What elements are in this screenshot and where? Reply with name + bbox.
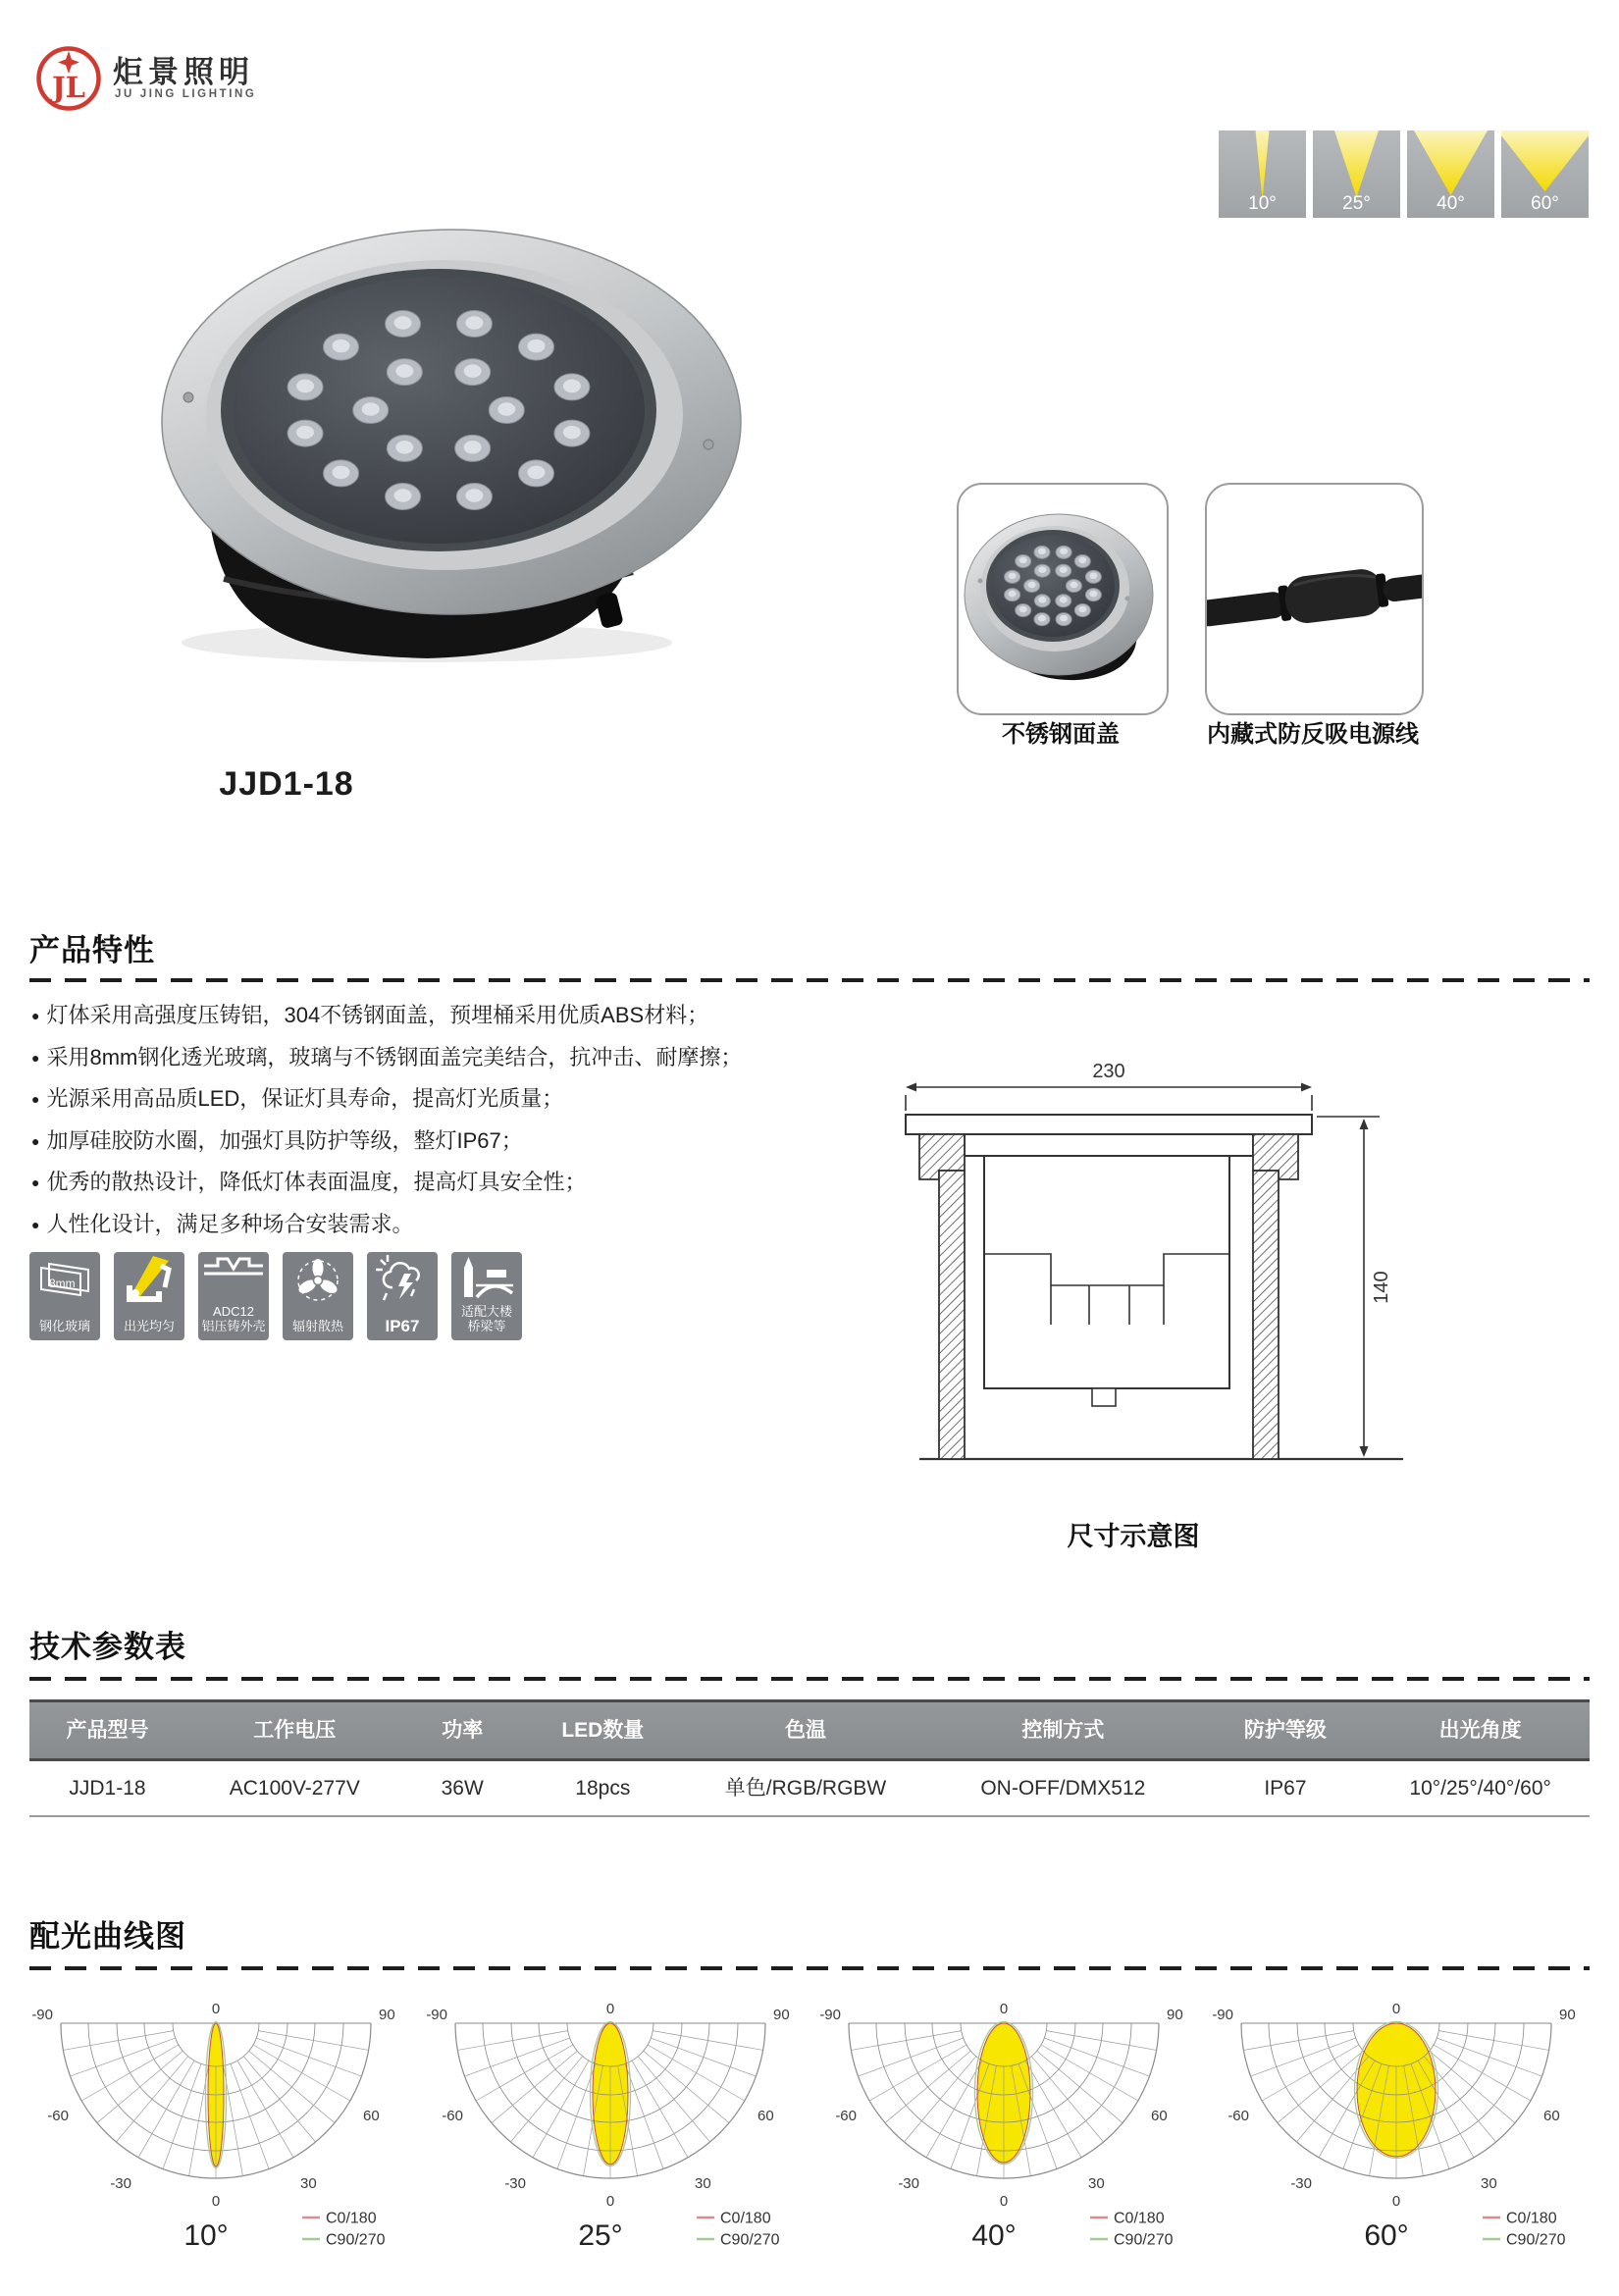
col-header: 产品型号 [66, 1719, 149, 1742]
feature-icon-row [29, 1252, 522, 1340]
svg-text:60: 60 [1151, 2108, 1168, 2124]
svg-text:60: 60 [757, 2108, 774, 2124]
beam-angle-label: 40° [1436, 193, 1465, 214]
svg-text:-90: -90 [426, 2007, 447, 2023]
feature-icon-label: ADC12 铝压铸外壳 [201, 1304, 266, 1333]
brand-name-cn: 炬景照明 [113, 55, 254, 89]
specs-title: 技术参数表 [29, 1630, 186, 1664]
svg-text:-30: -30 [1290, 2175, 1312, 2192]
feature-list [31, 995, 895, 1246]
spec-value-led-count: 18pcs [575, 1777, 631, 1800]
beam-angle-40-icon [1407, 130, 1494, 218]
width-dimension: 230 [1092, 1061, 1125, 1082]
height-dimension: 140 [1371, 1271, 1392, 1304]
spec-value-beam-angles: 10°/25°/40°/60° [1409, 1777, 1551, 1800]
section-divider [29, 978, 1590, 982]
feature-item: ● 加厚硅胶防水圈，加强灯具防护等级，整灯IP67； [31, 1121, 895, 1163]
feature-item: ● 优秀的散热设计，降低灯体表面温度，提高灯具安全性； [31, 1162, 895, 1204]
svg-text:C90/270: C90/270 [1114, 2231, 1174, 2249]
spec-table-header-row [29, 1699, 1590, 1761]
beam-angle-25-icon [1313, 130, 1400, 218]
beam-angle-60-icon [1501, 130, 1589, 218]
svg-text:25°: 25° [578, 2219, 623, 2252]
svg-text:-60: -60 [442, 2108, 463, 2124]
feature-icon-label: 出光均匀 [123, 1319, 175, 1333]
feature-icon-label: IP67 [385, 1317, 420, 1335]
svg-text:90: 90 [773, 2007, 790, 2023]
svg-text:0: 0 [211, 2001, 221, 2017]
svg-text:0: 0 [1391, 2193, 1401, 2210]
distribution-chart-60deg [1190, 1992, 1602, 2296]
section-divider [29, 1966, 1590, 1970]
distribution-chart-40deg [798, 1992, 1210, 2296]
spec-table-data-row [29, 1761, 1590, 1817]
svg-text:90: 90 [1167, 2007, 1183, 2023]
svg-text:8mm: 8mm [49, 1277, 76, 1290]
feature-icon-label: 辐射散热 [291, 1319, 343, 1333]
beam-angle-label: 60° [1531, 193, 1559, 214]
svg-text:-90: -90 [1212, 2007, 1233, 2023]
beam-angle-label: 10° [1248, 193, 1277, 214]
svg-text:0: 0 [211, 2193, 221, 2210]
svg-text:-30: -30 [110, 2175, 131, 2192]
svg-text:-30: -30 [898, 2175, 919, 2192]
spec-value-power: 36W [441, 1777, 484, 1800]
svg-text:-90: -90 [31, 2007, 53, 2023]
svg-text:-90: -90 [819, 2007, 841, 2023]
section-divider [29, 1677, 1590, 1681]
adc12-housing-icon [198, 1252, 269, 1340]
detail-image-cover [957, 483, 1169, 715]
svg-text:60°: 60° [1364, 2219, 1409, 2252]
svg-text:-30: -30 [504, 2175, 526, 2192]
svg-text:-60: -60 [1227, 2108, 1249, 2124]
beam-angle-label: 25° [1342, 193, 1371, 214]
svg-text:C0/180: C0/180 [1114, 2210, 1165, 2227]
building-bridge-icon [451, 1252, 522, 1340]
col-header: 色温 [785, 1719, 826, 1742]
dimension-caption: 尺寸示意图 [1067, 1522, 1200, 1551]
svg-text:C90/270: C90/270 [1506, 2231, 1566, 2249]
product-model: JJD1-18 [219, 765, 354, 803]
brand-logo-icon [34, 44, 103, 113]
svg-text:40°: 40° [971, 2219, 1017, 2252]
svg-text:-60: -60 [835, 2108, 857, 2124]
svg-text:0: 0 [1391, 2001, 1401, 2017]
detail-caption-cover: 不锈钢面盖 [1002, 721, 1120, 748]
heat-dissipation-fan-icon [283, 1252, 353, 1340]
features-title: 产品特性 [29, 933, 155, 967]
beam-angle-strip [1219, 130, 1589, 218]
svg-text:30: 30 [1088, 2175, 1105, 2192]
svg-text:C0/180: C0/180 [720, 2210, 771, 2227]
feature-item: ● 采用8mm钢化透光玻璃，玻璃与不锈钢面盖完美结合，抗冲击、耐摩擦； [31, 1037, 895, 1079]
svg-text:90: 90 [379, 2007, 395, 2023]
svg-text:90: 90 [1559, 2007, 1576, 2023]
svg-text:10°: 10° [183, 2219, 229, 2252]
svg-text:C90/270: C90/270 [720, 2231, 780, 2249]
spec-value-color: 单色/RGB/RGBW [724, 1777, 887, 1800]
detail-image-cable [1205, 483, 1424, 715]
tempered-glass-icon [29, 1252, 100, 1340]
ip67-weatherproof-icon [367, 1252, 438, 1340]
feature-item: ● 灯体采用高强度压铸铝，304不锈钢面盖，预埋桶采用优质ABS材料； [31, 995, 895, 1037]
svg-text:60: 60 [363, 2108, 380, 2124]
svg-text:C0/180: C0/180 [1506, 2210, 1557, 2227]
beam-angle-10-icon [1219, 130, 1306, 218]
feature-icon-label: 适配大楼 桥梁等 [460, 1304, 512, 1333]
brand-monogram: JL [51, 71, 86, 104]
svg-text:30: 30 [1481, 2175, 1497, 2192]
svg-text:0: 0 [605, 2001, 615, 2017]
spec-value-model: JJD1-18 [69, 1777, 146, 1800]
col-header: 工作电压 [253, 1719, 337, 1742]
distribution-chart-10deg [10, 1992, 422, 2296]
col-header: LED数量 [561, 1719, 645, 1742]
detail-caption-cable: 内藏式防反吸电源线 [1207, 721, 1419, 748]
spec-value-voltage: AC100V-277V [229, 1777, 360, 1800]
uniform-light-icon [114, 1252, 184, 1340]
spec-value-ip: IP67 [1264, 1777, 1307, 1800]
spec-value-control: ON-OFF/DMX512 [980, 1777, 1146, 1800]
svg-text:0: 0 [999, 2001, 1009, 2017]
svg-text:30: 30 [695, 2175, 711, 2192]
dimension-diagram [873, 1060, 1433, 1472]
feature-item: ● 光源采用高品质LED，保证灯具寿命，提高灯光质量； [31, 1078, 895, 1121]
cable-photo [1207, 485, 1422, 713]
svg-text:60: 60 [1543, 2108, 1560, 2124]
cover-photo [959, 485, 1167, 713]
col-header: 出光角度 [1438, 1719, 1522, 1742]
col-header: 防护等级 [1243, 1719, 1327, 1742]
feature-item: ● 人性化设计，满足多种场合安装需求。 [31, 1204, 895, 1246]
svg-text:C0/180: C0/180 [326, 2210, 377, 2227]
svg-text:0: 0 [605, 2193, 615, 2210]
col-header: 功率 [442, 1719, 484, 1742]
svg-text:30: 30 [300, 2175, 317, 2192]
photometry-title: 配光曲线图 [29, 1919, 186, 1954]
svg-text:-60: -60 [47, 2108, 69, 2124]
product-photo [69, 132, 775, 682]
feature-icon-label: 钢化玻璃 [38, 1319, 90, 1333]
svg-text:0: 0 [999, 2193, 1009, 2210]
distribution-chart-25deg [404, 1992, 816, 2296]
spec-table [29, 1699, 1590, 1817]
col-header: 控制方式 [1021, 1719, 1105, 1742]
svg-text:C90/270: C90/270 [326, 2231, 386, 2249]
brand-name-en: JU JING LIGHTING [115, 88, 257, 100]
